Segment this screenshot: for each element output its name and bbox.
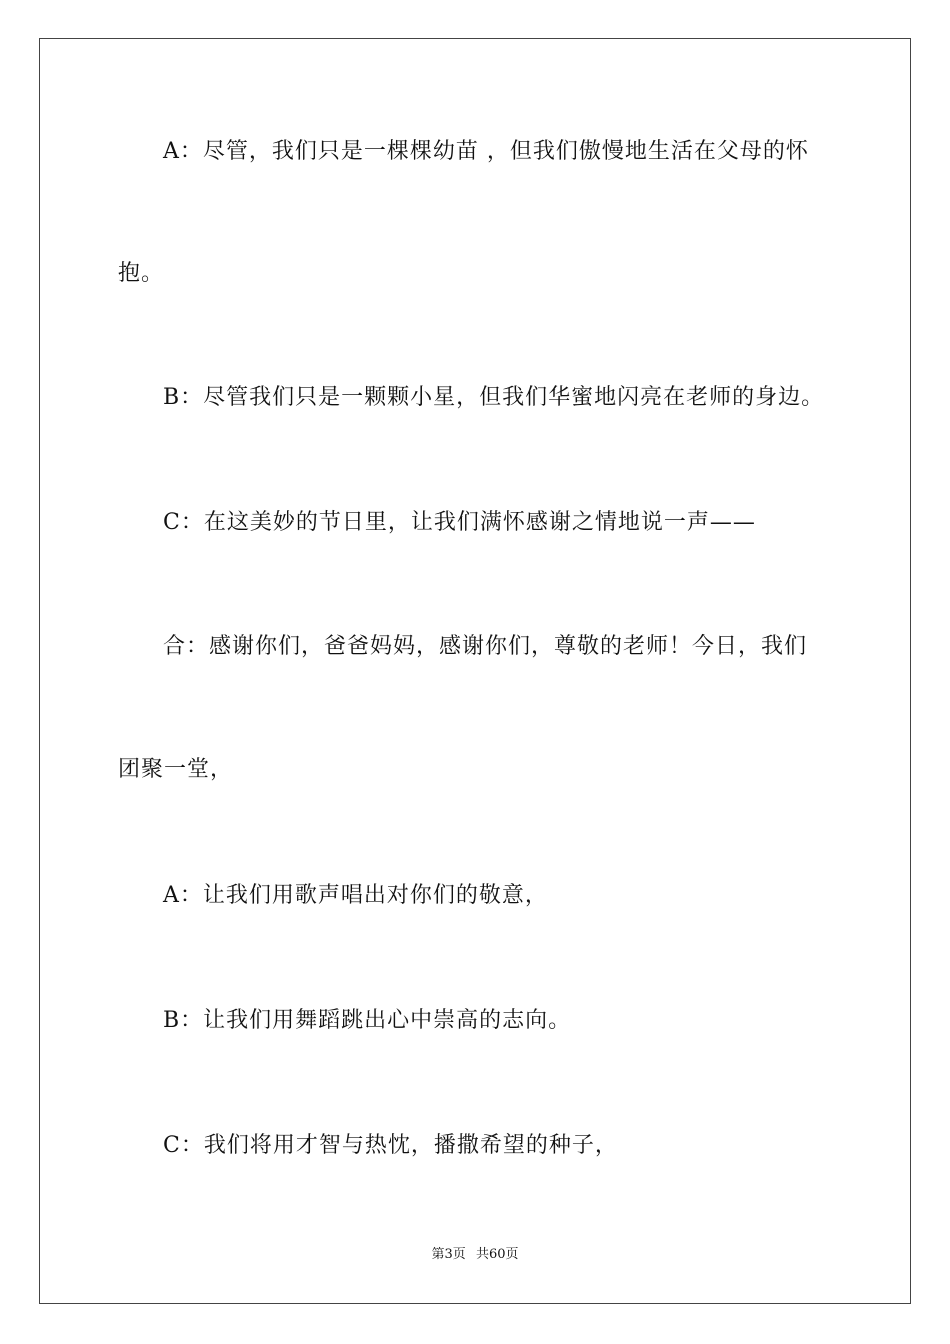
page-border [39,38,911,1304]
paragraph-a-line2: 抱。 [118,261,165,286]
paragraph-c: C：在这美妙的节日里，让我们满怀感谢之情地说一声—— [163,510,756,535]
paragraph-b: B：尽管我们只是一颗颗小星，但我们华蜜地闪亮在老师的身边。 [163,385,825,410]
page-footer [0,1246,950,1264]
paragraph-c2: C：我们将用才智与热忱，播撒希望的种子， [163,1133,618,1158]
paragraph-b2: B：让我们用舞蹈跳出心中崇高的志向。 [163,1008,572,1033]
paragraph-a-line1: A：尽管，我们只是一棵棵幼苗 ，但我们傲慢地生活在父母的怀 [163,139,809,164]
page-number: 第3页 [431,1247,466,1262]
paragraph-together-line2: 团聚一堂， [118,757,234,782]
page-total: 共60页 [475,1247,519,1262]
paragraph-a2: A：让我们用歌声唱出对你们的敬意， [163,883,548,908]
paragraph-together-line1: 合：感谢你们，爸爸妈妈，感谢你们，尊敬的老师！今日，我们 [163,634,808,659]
